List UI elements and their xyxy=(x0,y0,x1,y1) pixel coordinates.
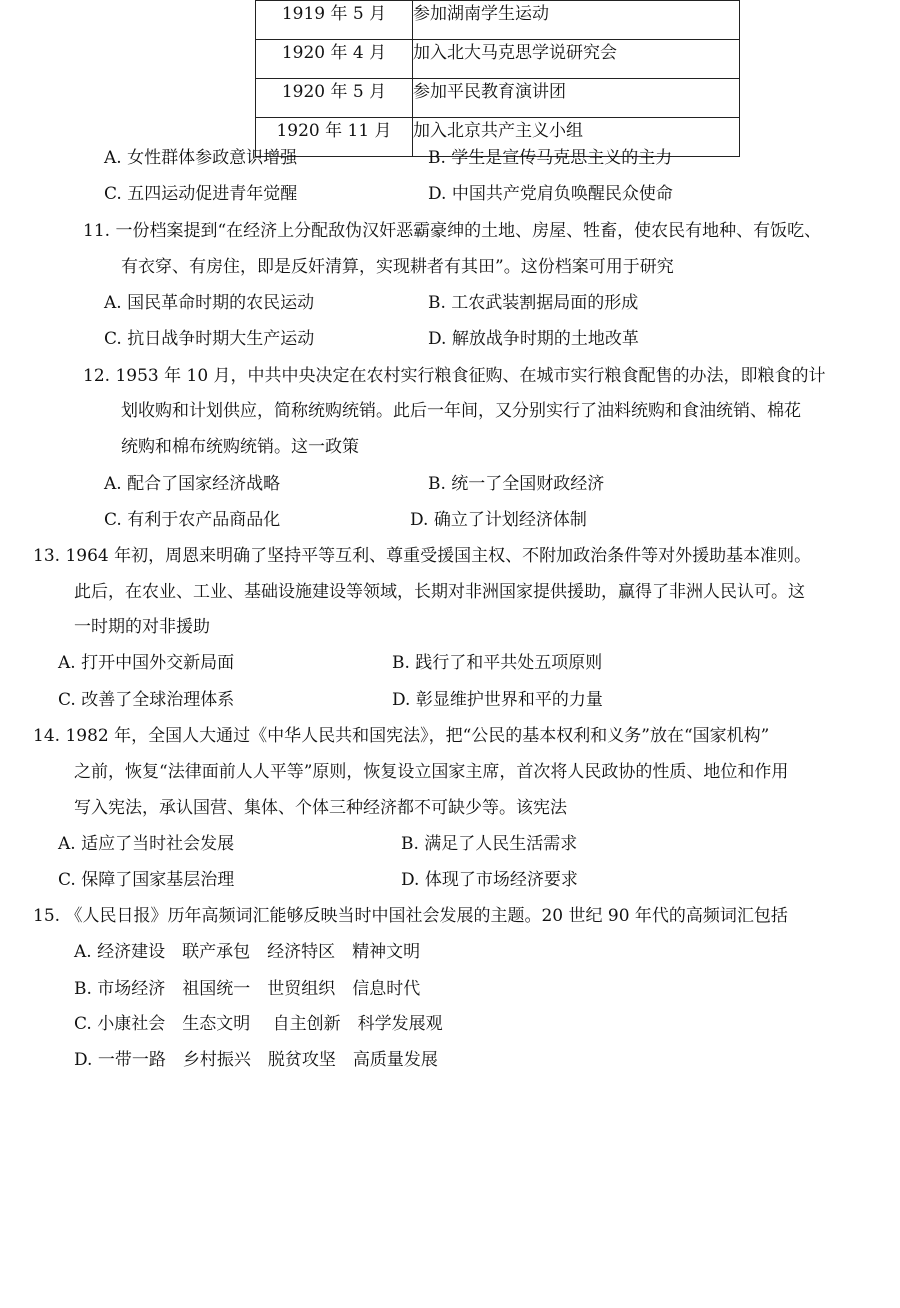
q13-stem-line: 此后，在农业、工业、基础设施建设等领域，长期对非洲国家提供援助，赢得了非洲人民认可。这 xyxy=(74,582,805,602)
q14-option-d: D. 体现了市场经济要求 xyxy=(401,870,578,890)
q15-option-b: B. 市场经济 祖国统一 世贸组织 信息时代 xyxy=(74,979,421,999)
q13-stem-line: 一时期的对非援助 xyxy=(74,617,210,637)
table-cell-date: 1919 年 5 月 xyxy=(256,1,413,40)
q12-option-c: C. 有利于农产品商品化 xyxy=(104,510,281,530)
q10-option-b: B. 学生是宣传马克思主义的主力 xyxy=(428,148,673,168)
q15-option-a: A. 经济建设 联产承包 经济特区 精神文明 xyxy=(74,942,421,962)
timeline-table xyxy=(255,0,740,157)
q12-option-a: A. 配合了国家经济战略 xyxy=(104,474,281,494)
table-cell-event: 加入北大马克思学说研究会 xyxy=(413,40,740,79)
q13-option-c: C. 改善了全球治理体系 xyxy=(58,690,235,710)
q11-option-b: B. 工农武装割据局面的形成 xyxy=(428,293,639,313)
table-row xyxy=(256,79,740,118)
table-cell-event: 参加湖南学生运动 xyxy=(413,1,740,40)
q12-stem-line: 12. 1953 年 10 月，中共中央决定在农村实行粮食征购、在城市实行粮食配售的办法，即粮食的计 xyxy=(83,366,826,386)
q14-option-a: A. 适应了当时社会发展 xyxy=(58,834,235,854)
q15-stem-line: 15. 《人民日报》历年高频词汇能够反映当时中国社会发展的主题。20 世纪 90 年代的高频词汇包括 xyxy=(33,906,788,926)
q12-option-d: D. 确立了计划经济体制 xyxy=(410,510,587,530)
q15-option-d: D. 一带一路 乡村振兴 脱贫攻坚 高质量发展 xyxy=(74,1050,438,1070)
q11-option-d: D. 解放战争时期的土地改革 xyxy=(428,329,639,349)
table-row xyxy=(256,1,740,40)
q14-option-b: B. 满足了人民生活需求 xyxy=(401,834,578,854)
q10-option-c: C. 五四运动促进青年觉醒 xyxy=(104,184,298,204)
q14-stem-line: 14. 1982 年，全国人大通过《中华人民共和国宪法》，把“公民的基本权利和义务”放在“国家机构” xyxy=(33,726,770,746)
q12-stem-line: 划收购和计划供应，简称统购统销。此后一年间，又分别实行了油料统购和食油统销、棉花 xyxy=(121,401,801,421)
q13-option-d: D. 彰显维护世界和平的力量 xyxy=(392,690,603,710)
q12-stem-line: 统购和棉布统购统销。这一政策 xyxy=(121,437,359,457)
table-cell-event: 加入北京共产主义小组 xyxy=(413,118,740,157)
q14-stem-line: 之前，恢复“法律面前人人平等”原则，恢复设立国家主席，首次将人民政协的性质、地位和作用 xyxy=(74,762,789,782)
q15-option-c: C. 小康社会 生态文明 自主创新 科学发展观 xyxy=(74,1014,443,1034)
table-cell-date: 1920 年 4 月 xyxy=(256,40,413,79)
table-row xyxy=(256,40,740,79)
table-cell-date: 1920 年 5 月 xyxy=(256,79,413,118)
table-cell-event: 参加平民教育演讲团 xyxy=(413,79,740,118)
q13-option-b: B. 践行了和平共处五项原则 xyxy=(392,653,603,673)
q11-stem-line: 11. 一份档案提到“在经济上分配敌伪汉奸恶霸豪绅的土地、房屋、牲畜，使农民有地种、有饭吃、 xyxy=(83,221,822,241)
q12-option-b: B. 统一了全国财政经济 xyxy=(428,474,605,494)
q11-stem-line: 有衣穿、有房住，即是反奸清算，实现耕者有其田”。这份档案可用于研究 xyxy=(121,257,674,277)
table-cell-date: 1920 年 11 月 xyxy=(256,118,413,157)
q14-stem-line: 写入宪法，承认国营、集体、个体三种经济都不可缺少等。该宪法 xyxy=(74,798,567,818)
q10-option-a: A. 女性群体参政意识增强 xyxy=(104,148,298,168)
q10-option-d: D. 中国共产党肩负唤醒民众使命 xyxy=(428,184,673,204)
q14-option-c: C. 保障了国家基层治理 xyxy=(58,870,235,890)
q13-stem-line: 13. 1964 年初，周恩来明确了坚持平等互利、尊重受援国主权、不附加政治条件等对外援助基本准则。 xyxy=(33,546,812,566)
q13-option-a: A. 打开中国外交新局面 xyxy=(58,653,235,673)
q11-option-c: C. 抗日战争时期大生产运动 xyxy=(104,329,315,349)
q11-option-a: A. 国民革命时期的农民运动 xyxy=(104,293,315,313)
